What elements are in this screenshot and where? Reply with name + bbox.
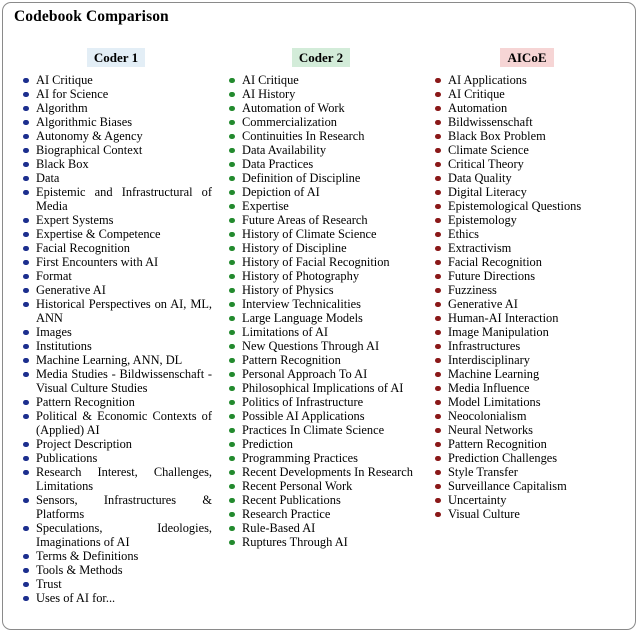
- list-item: Speculations, Ideologies, Imaginations of AI: [20, 521, 212, 549]
- list-item: History of Climate Science: [226, 227, 416, 241]
- list-item: Extractivism: [432, 241, 622, 255]
- list-item: AI Critique: [20, 73, 212, 87]
- aicoe-list: [432, 73, 622, 521]
- list-item: Climate Science: [432, 143, 622, 157]
- list-item: Ethics: [432, 227, 622, 241]
- coder1-list: [20, 73, 212, 605]
- list-item: Terms & Definitions: [20, 549, 212, 563]
- list-item: Interdisciplinary: [432, 353, 622, 367]
- coder2-header: Coder 2: [292, 48, 350, 67]
- list-item: Media Influence: [432, 381, 622, 395]
- list-item: Research Interest, Challenges, Limitations: [20, 465, 212, 493]
- list-item: Human-AI Interaction: [432, 311, 622, 325]
- list-item: Future Areas of Research: [226, 213, 416, 227]
- list-item: Depiction of AI: [226, 185, 416, 199]
- list-item: Surveillance Capitalism: [432, 479, 622, 493]
- list-item: Media Studies - Bildwissenschaft - Visual Culture Studies: [20, 367, 212, 395]
- list-item: Ruptures Through AI: [226, 535, 416, 549]
- list-item: AI Critique: [226, 73, 416, 87]
- list-item: Bildwissenschaft: [432, 115, 622, 129]
- list-item: Visual Culture: [432, 507, 622, 521]
- list-item: Epistemological Questions: [432, 199, 622, 213]
- list-item: Biographical Context: [20, 143, 212, 157]
- list-item: Prediction Challenges: [432, 451, 622, 465]
- list-item: Publications: [20, 451, 212, 465]
- list-item: Politics of Infrastructure: [226, 395, 416, 409]
- list-item: Epistemology: [432, 213, 622, 227]
- list-item: AI History: [226, 87, 416, 101]
- list-item: Data Availability: [226, 143, 416, 157]
- coder1-column: [20, 48, 212, 605]
- list-item: Automation of Work: [226, 101, 416, 115]
- list-item: Style Transfer: [432, 465, 622, 479]
- list-item: Uses of AI for...: [20, 591, 212, 605]
- list-item: Tools & Methods: [20, 563, 212, 577]
- list-item: AI Applications: [432, 73, 622, 87]
- aicoe-column: [432, 48, 622, 521]
- list-item: Neural Networks: [432, 423, 622, 437]
- list-item: Facial Recognition: [432, 255, 622, 269]
- list-item: Possible AI Applications: [226, 409, 416, 423]
- list-item: Digital Literacy: [432, 185, 622, 199]
- list-item: Recent Publications: [226, 493, 416, 507]
- list-item: Images: [20, 325, 212, 339]
- list-item: Algorithm: [20, 101, 212, 115]
- list-item: Sensors, Infrastructures & Platforms: [20, 493, 212, 521]
- list-item: Continuities In Research: [226, 129, 416, 143]
- list-item: Image Manipulation: [432, 325, 622, 339]
- list-item: Algorithmic Biases: [20, 115, 212, 129]
- list-item: Pattern Recognition: [20, 395, 212, 409]
- list-item: Facial Recognition: [20, 241, 212, 255]
- list-item: Political & Economic Contexts of (Applied) AI: [20, 409, 212, 437]
- list-item: Large Language Models: [226, 311, 416, 325]
- list-item: Neocolonialism: [432, 409, 622, 423]
- list-item: New Questions Through AI: [226, 339, 416, 353]
- list-item: Uncertainty: [432, 493, 622, 507]
- list-item: Expert Systems: [20, 213, 212, 227]
- list-item: Research Practice: [226, 507, 416, 521]
- list-item: Recent Developments In Research: [226, 465, 416, 479]
- list-item: Generative AI: [20, 283, 212, 297]
- list-item: AI Critique: [432, 87, 622, 101]
- list-item: Expertise: [226, 199, 416, 213]
- list-item: Fuzziness: [432, 283, 622, 297]
- coder1-header: Coder 1: [87, 48, 145, 67]
- list-item: Machine Learning: [432, 367, 622, 381]
- list-item: Interview Technicalities: [226, 297, 416, 311]
- list-item: Infrastructures: [432, 339, 622, 353]
- list-item: Prediction: [226, 437, 416, 451]
- list-item: Pattern Recognition: [432, 437, 622, 451]
- list-item: Philosophical Implications of AI: [226, 381, 416, 395]
- list-item: Machine Learning, ANN, DL: [20, 353, 212, 367]
- list-item: Institutions: [20, 339, 212, 353]
- list-item: Epistemic and Infrastructural of Media: [20, 185, 212, 213]
- list-item: First Encounters with AI: [20, 255, 212, 269]
- coder2-column: [226, 48, 416, 549]
- list-item: History of Physics: [226, 283, 416, 297]
- list-item: Limitations of AI: [226, 325, 416, 339]
- list-item: Commercialization: [226, 115, 416, 129]
- list-item: History of Discipline: [226, 241, 416, 255]
- list-item: Autonomy & Agency: [20, 129, 212, 143]
- list-item: Practices In Climate Science: [226, 423, 416, 437]
- aicoe-header: AICoE: [500, 48, 553, 67]
- list-item: Data Quality: [432, 171, 622, 185]
- list-item: Future Directions: [432, 269, 622, 283]
- list-item: Programming Practices: [226, 451, 416, 465]
- list-item: Data: [20, 171, 212, 185]
- list-item: Personal Approach To AI: [226, 367, 416, 381]
- list-item: Pattern Recognition: [226, 353, 416, 367]
- list-item: Trust: [20, 577, 212, 591]
- list-item: Historical Perspectives on AI, ML, ANN: [20, 297, 212, 325]
- list-item: History of Facial Recognition: [226, 255, 416, 269]
- list-item: Critical Theory: [432, 157, 622, 171]
- list-item: Format: [20, 269, 212, 283]
- coder2-list: [226, 73, 416, 549]
- list-item: Project Description: [20, 437, 212, 451]
- list-item: Expertise & Competence: [20, 227, 212, 241]
- list-item: Automation: [432, 101, 622, 115]
- list-item: Rule-Based AI: [226, 521, 416, 535]
- list-item: History of Photography: [226, 269, 416, 283]
- list-item: Black Box Problem: [432, 129, 622, 143]
- list-item: Definition of Discipline: [226, 171, 416, 185]
- list-item: Recent Personal Work: [226, 479, 416, 493]
- list-item: Data Practices: [226, 157, 416, 171]
- list-item: Generative AI: [432, 297, 622, 311]
- list-item: Model Limitations: [432, 395, 622, 409]
- panel-title: Codebook Comparison: [14, 8, 169, 25]
- list-item: AI for Science: [20, 87, 212, 101]
- list-item: Black Box: [20, 157, 212, 171]
